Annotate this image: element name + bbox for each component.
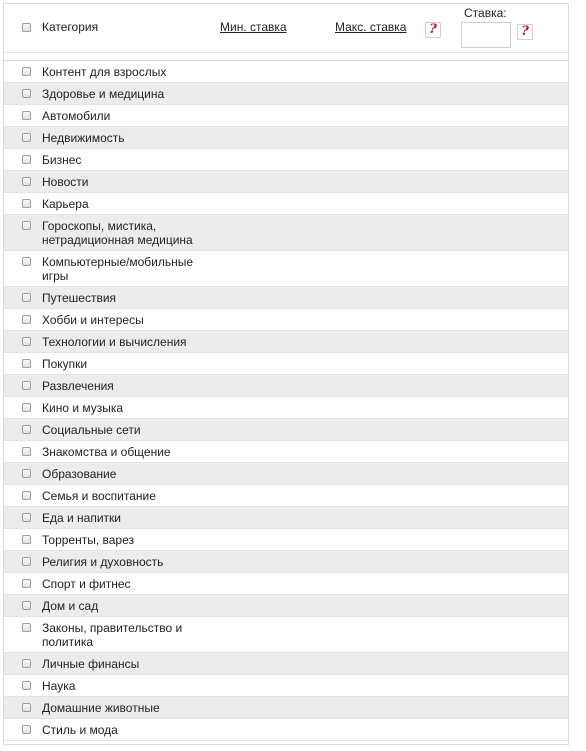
category-bid-table	[3, 3, 569, 745]
table-row	[4, 127, 568, 149]
table-row	[4, 595, 568, 617]
category-label: Семья и воспитание	[42, 489, 156, 503]
category-checkbox[interactable]	[22, 725, 31, 734]
category-label: Автомобили	[42, 109, 111, 123]
table-row	[4, 331, 568, 353]
category-label: Путешествия	[42, 291, 117, 305]
table-row	[4, 529, 568, 551]
category-label: Образование	[42, 467, 117, 481]
table-row	[4, 149, 568, 171]
bid-input[interactable]	[461, 22, 511, 48]
category-label: Торренты, варез	[42, 533, 135, 547]
category-label: Спорт и фитнес	[42, 577, 131, 591]
table-row	[4, 719, 568, 741]
category-checkbox[interactable]	[22, 579, 31, 588]
table-row	[4, 507, 568, 529]
category-checkbox[interactable]	[22, 133, 31, 142]
table-row	[4, 551, 568, 573]
category-label: Кино и музыка	[42, 401, 124, 415]
category-label: Дом и сад	[42, 599, 99, 613]
category-checkbox[interactable]	[22, 381, 31, 390]
category-checkbox[interactable]	[22, 199, 31, 208]
table-row	[4, 105, 568, 127]
category-label: Бизнес	[42, 153, 82, 167]
category-label: Стиль и мода	[42, 723, 118, 737]
table-row	[4, 309, 568, 331]
category-label: Развлечения	[42, 379, 114, 393]
category-checkbox[interactable]	[22, 89, 31, 98]
category-checkbox[interactable]	[22, 557, 31, 566]
min-bid-sort-link[interactable]: Мин. ставка	[220, 20, 287, 34]
category-checkbox[interactable]	[22, 111, 31, 120]
category-checkbox[interactable]	[22, 67, 31, 76]
category-checkbox[interactable]	[22, 403, 31, 412]
category-checkbox[interactable]	[22, 513, 31, 522]
category-label: Социальные сети	[42, 423, 141, 437]
select-all-checkbox[interactable]	[22, 23, 31, 32]
category-checkbox[interactable]	[22, 315, 31, 324]
category-label: Карьера	[42, 197, 89, 211]
category-label: Хобби и интересы	[42, 313, 144, 327]
table-row	[4, 83, 568, 105]
table-row	[4, 697, 568, 719]
category-label: Покупки	[42, 357, 88, 371]
category-label: Домашние животные	[42, 701, 160, 715]
category-list	[4, 61, 568, 741]
bid-label: Ставка:	[464, 6, 507, 20]
category-label: Здоровье и медицина	[42, 87, 165, 101]
table-row	[4, 287, 568, 309]
table-row	[4, 653, 568, 675]
table-row	[4, 171, 568, 193]
table-row	[4, 61, 568, 83]
category-label: Личные финансы	[42, 657, 140, 671]
table-row	[4, 441, 568, 463]
table-header	[4, 4, 568, 53]
table-row	[4, 375, 568, 397]
table-row	[4, 675, 568, 697]
table-row	[4, 419, 568, 441]
table-row	[4, 573, 568, 595]
category-checkbox[interactable]	[22, 469, 31, 478]
table-row	[4, 485, 568, 507]
table-row	[4, 215, 568, 251]
category-checkbox[interactable]	[22, 491, 31, 500]
category-checkbox[interactable]	[22, 155, 31, 164]
category-checkbox[interactable]	[22, 623, 31, 632]
category-checkbox[interactable]	[22, 257, 31, 266]
category-label: Знакомства и общение	[42, 445, 171, 459]
category-checkbox[interactable]	[22, 425, 31, 434]
category-label: Недвижимость	[42, 131, 125, 145]
header-spacer	[4, 53, 568, 61]
category-checkbox[interactable]	[22, 221, 31, 230]
category-column-header: Категория	[42, 20, 99, 34]
category-label: Контент для взрослых	[42, 65, 167, 79]
category-checkbox[interactable]	[22, 177, 31, 186]
category-checkbox[interactable]	[22, 337, 31, 346]
category-label: Новости	[42, 175, 89, 189]
category-checkbox[interactable]	[22, 601, 31, 610]
table-row	[4, 463, 568, 485]
table-row	[4, 193, 568, 215]
category-label: Религия и духовность	[42, 555, 164, 569]
category-checkbox[interactable]	[22, 359, 31, 368]
category-label: Компьютерные/мобильные игры	[42, 255, 194, 283]
table-row	[4, 397, 568, 419]
category-label: Гороскопы, мистика, нетрадиционная медицина	[42, 219, 193, 247]
help-icon[interactable]: ?	[425, 22, 441, 38]
category-checkbox[interactable]	[22, 681, 31, 690]
category-checkbox[interactable]	[22, 703, 31, 712]
bid-help-icon[interactable]: ?	[517, 24, 533, 40]
table-row	[4, 617, 568, 653]
category-checkbox[interactable]	[22, 447, 31, 456]
table-row	[4, 353, 568, 375]
category-label: Законы, правительство и политика	[42, 621, 183, 649]
category-label: Технологии и вычисления	[42, 335, 187, 349]
category-checkbox[interactable]	[22, 659, 31, 668]
category-checkbox[interactable]	[22, 535, 31, 544]
max-bid-sort-link[interactable]: Макс. ставка	[335, 20, 407, 34]
category-label: Еда и напитки	[42, 511, 122, 525]
category-label: Наука	[42, 679, 76, 693]
table-row	[4, 251, 568, 287]
category-checkbox[interactable]	[22, 293, 31, 302]
